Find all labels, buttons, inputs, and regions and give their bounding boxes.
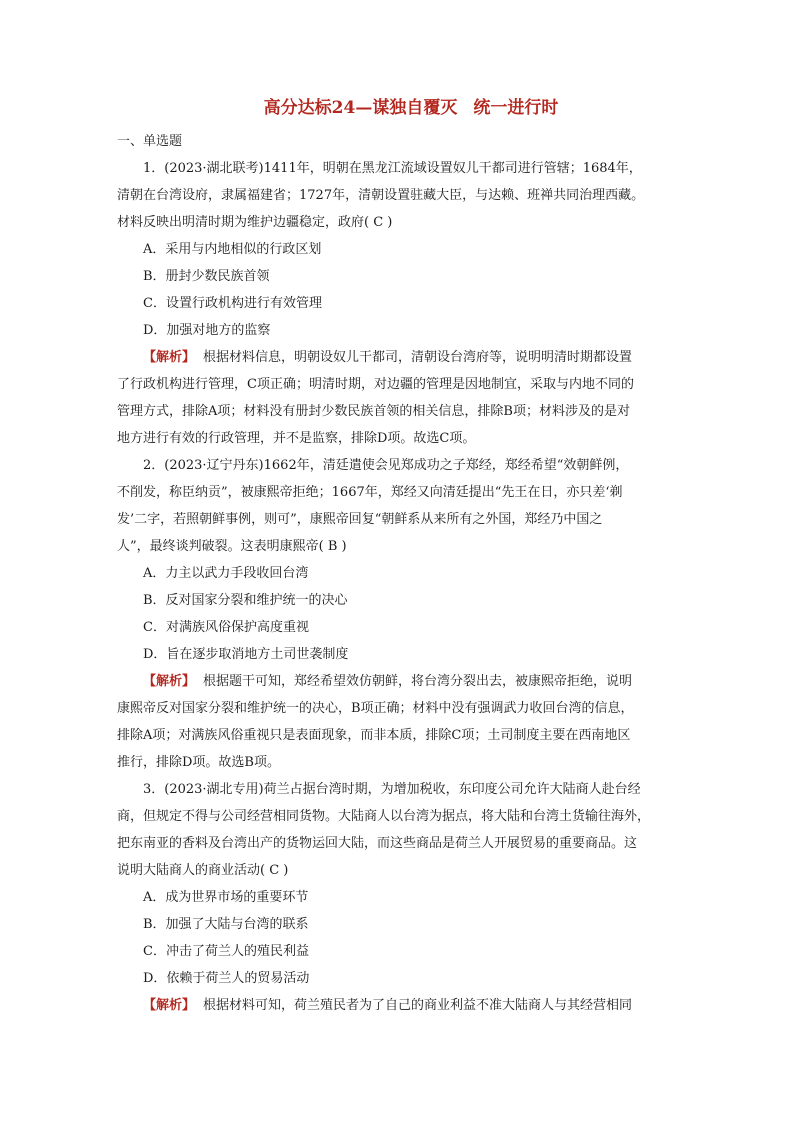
question-text-line: 3．(2023·湖北专用)荷兰占据台湾时期，为增加税收，东印度公司允许大陆商人赴台经	[143, 782, 641, 797]
option-c: C．对满族风俗保护高度重视	[143, 620, 309, 635]
question-text-line: 不削发，称臣纳贡”，被康熙帝拒绝；1667年，郑经又向清廷提出“先王在日，亦只差‘剃	[117, 485, 623, 500]
option-a: A．力主以武力手段收回台湾	[143, 566, 309, 581]
analysis-tag: 【解析】	[143, 674, 196, 689]
title-sub: 统一进行时	[473, 98, 559, 118]
analysis-line: 排除A项；对满族风俗重视只是表面现象，而非本质，排除C项；土司制度主要在西南地区	[117, 728, 631, 743]
document-title	[117, 96, 683, 120]
option-d: D．加强对地方的监察	[143, 323, 271, 338]
question-3	[117, 776, 683, 1019]
option-d: D．旨在逐步取消地方土司世袭制度	[143, 647, 349, 662]
question-text-line: 说明大陆商人的商业活动( C )	[117, 863, 289, 878]
section-heading: 一、单选题	[117, 134, 183, 149]
option-c: C．冲击了荷兰人的殖民利益	[143, 944, 309, 959]
option-b: B．反对国家分裂和维护统一的决心	[143, 593, 348, 608]
analysis-line	[117, 344, 683, 371]
question-text-line: 商，但规定不得与公司经营相同货物。大陆商人以台湾为据点，将大陆和台湾土货输往海外，	[117, 809, 651, 824]
title-main: 高分达标24—谋独自覆灭	[263, 98, 458, 118]
question-2	[117, 452, 683, 776]
option-d: D．依赖于荷兰人的贸易活动	[143, 971, 310, 986]
analysis-line: 了行政机构进行管理，C项正确；明清时期，对边疆的管理是因地制宜，采取与内地不同的	[117, 377, 634, 392]
analysis-line: 康熙帝反对国家分裂和维护统一的决心，B项正确；材料中没有强调武力收回台湾的信息，	[117, 701, 634, 716]
option-a: A．采用与内地相似的行政区划	[143, 242, 322, 257]
option-b: B．加强了大陆与台湾的联系	[143, 917, 309, 932]
question-text-line: 材料反映出明清时期为维护边疆稳定，政府( C )	[117, 215, 393, 230]
analysis-line: 推行，排除D项。故选B项。	[117, 755, 280, 770]
question-text-line: 2．(2023·辽宁丹东)1662年，清廷遣使会见郑成功之子郑经，郑经希望“效朝鲜例，	[143, 458, 629, 473]
option-c: C．设置行政机构进行有效管理	[143, 296, 322, 311]
question-text-line: 发’二字，若照朝鲜事例，则可”，康熙帝回复“朝鲜系从来所有之外国，郑经乃中国之	[117, 512, 603, 527]
analysis-line: 管理方式，排除A项；材料没有册封少数民族首领的相关信息，排除B项；材料涉及的是对	[117, 404, 630, 419]
analysis-tag: 【解析】	[143, 998, 196, 1013]
option-b: B．册封少数民族首领	[143, 269, 270, 284]
analysis-text: 根据材料信息，明朝设奴儿干都司，清朝设台湾府等，说明明清时期都设置	[203, 350, 633, 365]
question-text-line: 1．(2023·湖北联考)1411年，明朝在黑龙江流域设置奴儿干都司进行管辖；1684年，	[143, 161, 642, 176]
document-page	[117, 96, 683, 1019]
question-text-line: 人”，最终谈判破裂。这表明康熙帝( B )	[117, 539, 347, 554]
question-text-line: 清朝在台湾设府，隶属福建省；1727年，清朝设置驻藏大臣，与达赖、班禅共同治理西藏。	[117, 188, 645, 203]
analysis-text: 根据题干可知，郑经希望效仿朝鲜，将台湾分裂出去，被康熙帝拒绝，说明	[203, 674, 633, 689]
analysis-line: 地方进行有效的行政管理，并不是监察，排除D项。故选C项。	[117, 431, 476, 446]
analysis-line	[117, 992, 683, 1019]
option-a: A．成为世界市场的重要环节	[143, 890, 309, 905]
analysis-line	[117, 668, 683, 695]
analysis-tag: 【解析】	[143, 350, 196, 365]
question-text-line: 把东南亚的香料及台湾出产的货物运回大陆，而这些商品是荷兰人开展贸易的重要商品。这	[117, 836, 638, 851]
analysis-text: 根据材料可知，荷兰殖民者为了自己的商业利益不准大陆商人与其经营相同	[203, 998, 633, 1013]
question-1	[117, 155, 683, 452]
